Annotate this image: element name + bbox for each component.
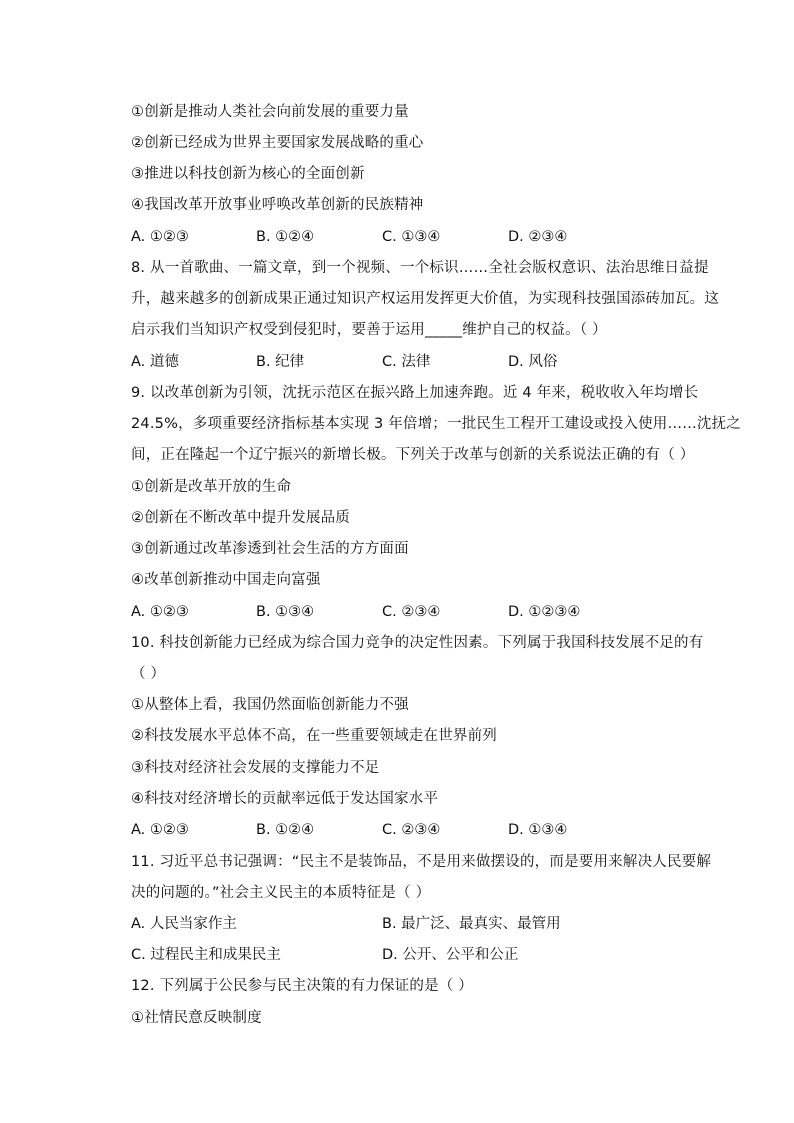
q7-option-a: A. ①②③ [131,229,189,245]
q8-option-c: C. 法律 [382,354,431,370]
q11-option-a: A. 人民当家作主 [131,916,237,932]
q10-item-1: ①从整体上看，我国仍然面临创新能力不强 [131,697,409,713]
q9-stem-line-2: 24.5%，多项重要经济指标基本实现 3 年倍增；一批民生工程开工建设或投入使用……沈抚之 [131,416,742,432]
q8-stem-line-3: 启示我们当知识产权受到侵犯时，要善于运用_____维护自己的权益。（ ） [131,322,607,338]
q7-item-1: ①创新是推动人类社会向前发展的重要力量 [131,104,409,120]
q9-item-2: ②创新在不断改革中提升发展品质 [131,510,350,526]
q10-stem-line-1: 10. 科技创新能力已经成为综合国力竞争的决定性因素。下列属于我国科技发展不足的有 [131,635,704,651]
q11-option-b: B. 最广泛、最真实、最管用 [382,916,561,932]
q10-item-4: ④科技对经济增长的贡献率远低于发达国家水平 [131,791,439,807]
q12-item-1: ①社情民意反映制度 [131,1010,262,1026]
q10-item-2: ②科技发展水平总体不高，在一些重要领域走在世界前列 [131,728,497,744]
q9-stem-line-1: 9. 以改革创新为引领，沈抚示范区在振兴路上加速奔跑。近 4 年来，税收收入年均增长 [131,385,699,401]
q8-option-d: D. 风俗 [508,354,558,370]
q7-item-3: ③推进以科技创新为核心的全面创新 [131,166,365,182]
q7-option-b: B. ①②④ [256,229,315,245]
q10-option-a: A. ①②③ [131,822,189,838]
q10-option-d: D. ①③④ [508,822,568,838]
q7-item-4: ④我国改革开放事业呼唤改革创新的民族精神 [131,197,424,213]
q10-stem-line-2: （ ） [131,666,166,682]
q9-item-1: ①创新是改革开放的生命 [131,479,292,495]
q9-option-c: C. ②③④ [382,604,441,620]
q10-option-b: B. ①②④ [256,822,315,838]
q11-option-c: C. 过程民主和成果民主 [131,947,281,963]
q7-option-d: D. ②③④ [508,229,568,245]
q8-stem-line-2: 升，越来越多的创新成果正通过知识产权运用发挥更大价值，为实现科技强国添砖加瓦。这 [131,291,719,307]
q10-item-3: ③科技对经济社会发展的支撑能力不足 [131,760,380,776]
q9-item-3: ③创新通过改革渗透到社会生活的方方面面 [131,541,409,557]
q9-stem-line-3: 间，正在隆起一个辽宁振兴的新增长极。下列关于改革与创新的关系说法正确的有（ ） [131,447,695,463]
q11-stem-line-2: 决的问题的。”社会主义民主的本质特征是（ ） [131,885,431,901]
q8-option-b: B. 纪律 [256,354,305,370]
q10-option-c: C. ②③④ [382,822,441,838]
q7-option-c: C. ①③④ [382,229,441,245]
q9-option-d: D. ①②③④ [508,604,581,620]
q8-stem-line-1: 8. 从一首歌曲、一篇文章，到一个视频、一个标识……全社会版权意识、法治思维日益提 [131,260,709,276]
q9-option-b: B. ①③④ [256,604,315,620]
q9-item-4: ④改革创新推动中国走向富强 [131,572,321,588]
q12-stem-line-1: 12. 下列属于公民参与民主决策的有力保证的是（ ） [131,978,473,994]
q11-stem-line-1: 11. 习近平总书记强调：“民主不是装饰品，不是用来做摆设的，而是要用来解决人民要解 [131,854,712,870]
q7-item-2: ②创新已经成为世界主要国家发展战略的重心 [131,135,424,151]
q9-option-a: A. ①②③ [131,604,189,620]
q11-option-d: D. 公开、公平和公正 [382,947,519,963]
q8-option-a: A. 道德 [131,354,179,370]
